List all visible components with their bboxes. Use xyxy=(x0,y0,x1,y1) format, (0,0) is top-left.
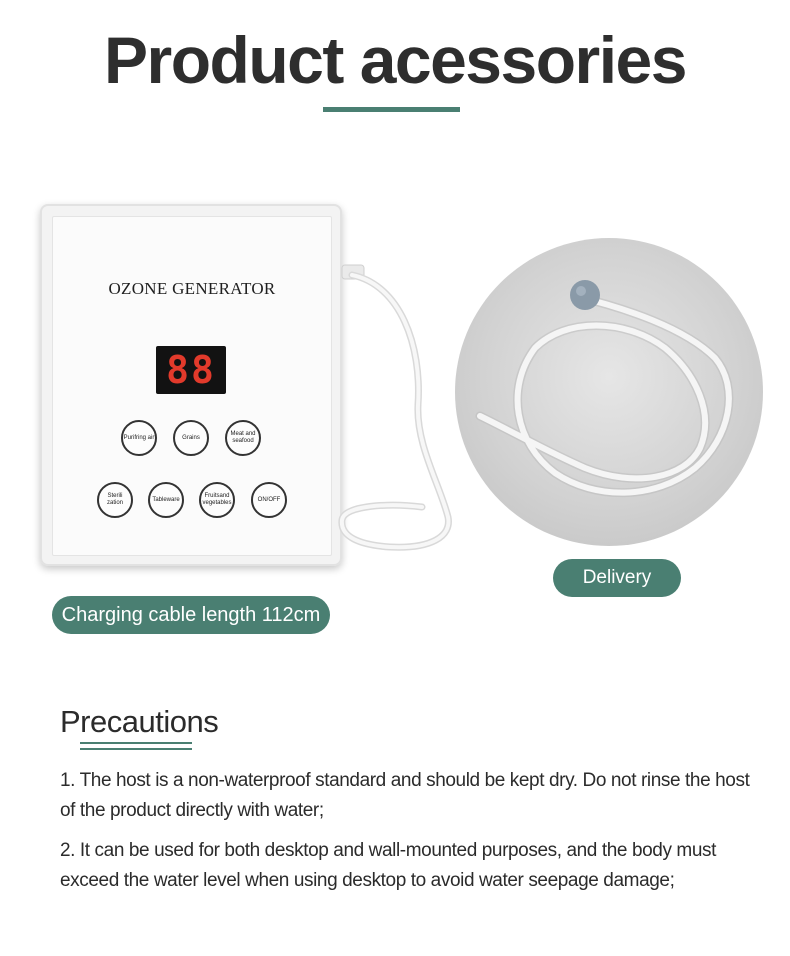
device-label: OZONE GENERATOR xyxy=(108,279,276,298)
silicone-tube-icon xyxy=(455,238,763,546)
sterilization-button[interactable]: Sterili zation xyxy=(97,482,133,518)
tableware-button[interactable]: Tableware xyxy=(148,482,184,518)
tubing-air-stone-image xyxy=(455,238,763,546)
purifying-air-button[interactable]: Purifring air xyxy=(121,420,157,456)
cable-length-caption: Charging cable length 112cm xyxy=(52,596,330,634)
grains-button[interactable]: Grains xyxy=(173,420,209,456)
heading-underline xyxy=(80,748,192,750)
device-front-panel xyxy=(52,216,332,556)
precaution-item: 2. It can be used for both desktop and wall-mounted purposes, and the body must exceed the water level when using desktop to avoid water seepage damage; xyxy=(60,840,717,891)
delivery-caption: Delivery xyxy=(553,559,681,597)
title-underline xyxy=(323,107,460,112)
precautions-heading: Precautions xyxy=(60,704,219,739)
page-title: Product acessories xyxy=(104,23,686,97)
precaution-item: 1. The host is a non-waterproof standard and should be kept dry. Do not rinse the host of the product directly with water; xyxy=(60,770,750,821)
on-off-button[interactable]: ON/OFF xyxy=(251,482,287,518)
ozone-generator-image xyxy=(40,204,342,566)
led-display: 88 xyxy=(156,346,226,394)
charging-cable xyxy=(330,255,460,565)
fruits-vegetables-button[interactable]: Fruitsand vegetables xyxy=(199,482,235,518)
air-stone-icon xyxy=(570,280,600,310)
meat-seafood-button[interactable]: Meat and seafood xyxy=(225,420,261,456)
heading-underline xyxy=(80,742,192,744)
